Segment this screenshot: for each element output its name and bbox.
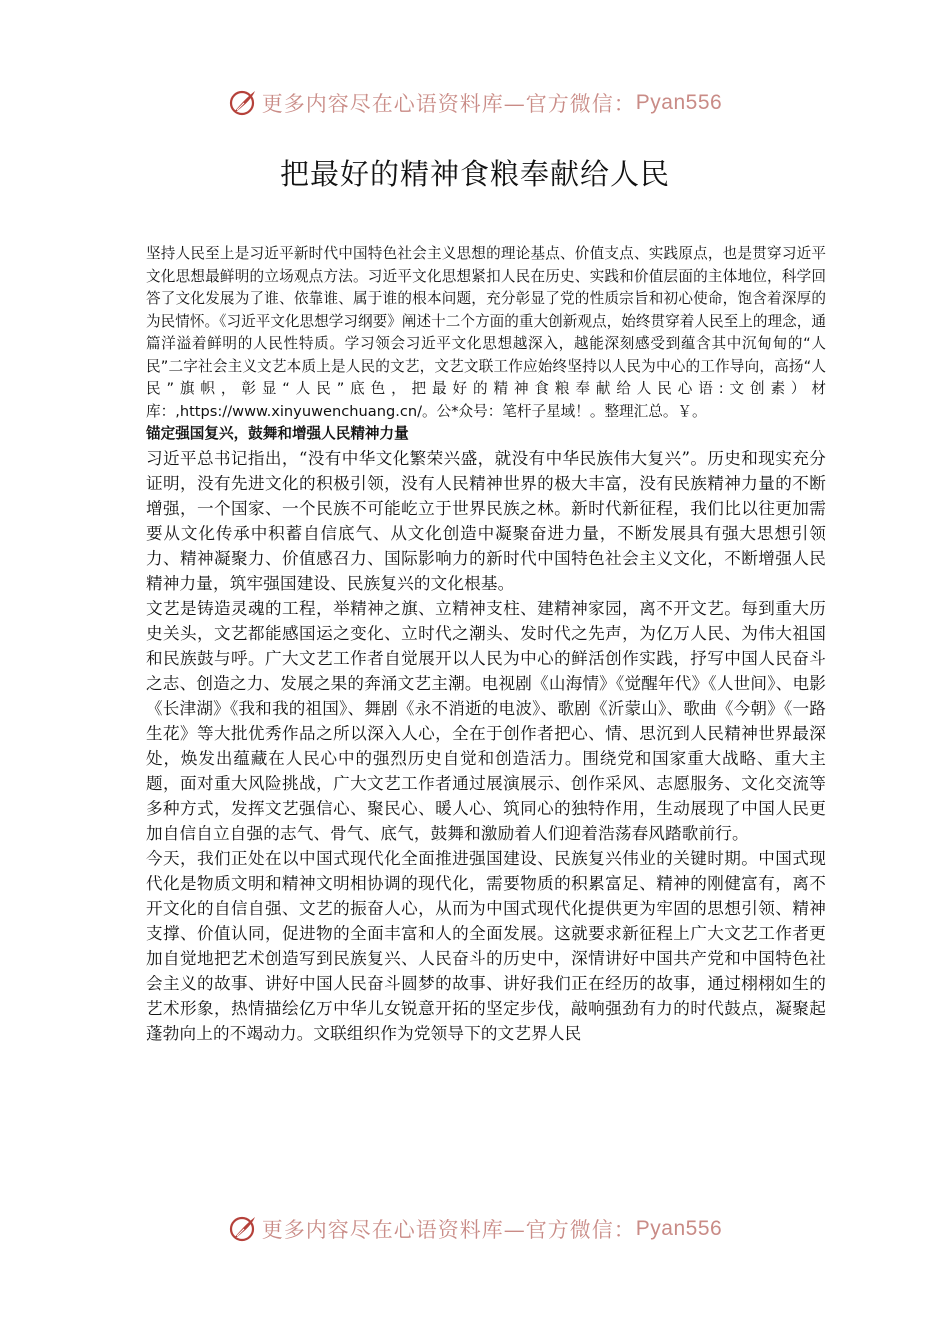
body-paragraph: 今天，我们正处在以中国式现代化全面推进强国建设、民族复兴伟业的关键时期。中国式现代化是物质文明和精神文明相协调的现代化，需要物质的积累富足、精神的刚健富有，离不开文化的自信自强、文艺的振奋人心，从而为中国式现代化提供更为牢固的思想引领、精神支撑、价值认同，促进物的全面丰富和人的全面发展。这就要求新征程上广大文艺工作者更加自觉地把艺术创造写到民族复兴、人民奋斗的历史中，深情讲好中国共产党和中国特色社会主义的故事、讲好中国人民奋斗圆梦的故事、讲好我们正在经历的故事，通过栩栩如生的艺术形象，热情描绘亿万中华儿女锐意开拓的坚定步伐，敲响强劲有力的时代鼓点，凝聚起蓬勃向上的不竭动力。文联组织作为党领导下的文艺界人民 — [146, 848, 826, 1043]
intro-paragraph: 坚持人民至上是习近平新时代中国特色社会主义思想的理论基点、价值支点、实践原点，也是贯穿习近平文化思想最鲜明的立场观点方法。习近平文化思想紧扣人民在历史、实践和价值层面的主体地位，科学回答了文化发展为了谁、依靠谁、属于谁的根本问题，充分彰显了党的性质宗旨和初心使命，饱含着深厚的为民情怀。《习近平文化思想学习纲要》阐述十二个方面的重大创新观点，始终贯穿着人民至上的理念，通篇洋溢着鲜明的人民性特质。学习领会习近平文化思想越深入，越能深刻感受到蕴含其中沉甸甸的“人民”二字社会主义文艺本质上是人民的文艺，文艺文联工作应始终坚持以人民为中心的工作导向，高扬“人民”旗帜，彰显“人民”底色，把最好的精神食粮奉献给人民心语:文创素）材库：,https://www.xinyuwenchuang.cn/。公*众号：笔杆子星域！。整理汇总。￥。 — [146, 245, 826, 420]
banner-wechat-id: Pyan556 — [635, 1217, 723, 1240]
quill-feather-logo-icon — [228, 88, 258, 118]
banner-wechat-id: Pyan556 — [635, 91, 723, 114]
section-heading: 锚定强国复兴，鼓舞和增强人民精神力量 — [146, 425, 409, 442]
footer-banner — [0, 1212, 950, 1246]
banner-text: 更多内容尽在心语资料库—官方微信： — [261, 1218, 636, 1242]
banner-text: 更多内容尽在心语资料库—官方微信： — [261, 92, 636, 116]
page-title: 把最好的精神食粮奉献给人民 — [279, 157, 670, 191]
article-body — [146, 243, 826, 1046]
body-paragraph: 文艺是铸造灵魂的工程，举精神之旗、立精神支柱、建精神家园，离不开文艺。每到重大历史关头，文艺都能感国运之变化、立时代之潮头、发时代之先声，为亿万人民、为伟大祖国和民族鼓与呼。广大文艺工作者自觉展开以人民为中心的鲜活创作实践，抒写中国人民奋斗之志、创造之力、发展之果的奔涌文艺主潮。电视剧《山海情》《觉醒年代》《人世间》、电影《长津湖》《我和我的祖国》、舞剧《永不消逝的电波》、歌剧《沂蒙山》、歌曲《今朝》《一路生花》等大批优秀作品之所以深入人心，全在于创作者把心、情、思沉到人民精神世界最深处，焕发出蕴藏在人民心中的强烈历史自觉和创造活力。围绕党和国家重大战略、重大主题，面对重大风险挑战，广大文艺工作者通过展演展示、创作采风、志愿服务、文化交流等多种方式，发挥文艺强信心、聚民心、暖人心、筑同心的独特作用，生动展现了中国人民更加自信自立自强的志气、骨气、底气，鼓舞和激励着人们迎着浩荡春风踏歌前行。 — [146, 598, 826, 843]
body-paragraph: 习近平总书记指出，“没有中华文化繁荣兴盛，就没有中华民族伟大复兴”。历史和现实充分证明，没有先进文化的积极引领，没有人民精神世界的极大丰富，没有民族精神力量的不断增强，一个国家、一个民族不可能屹立于世界民族之林。新时代新征程，我们比以往更加需要从文化传承中积蓄自信底气、从文化创造中凝聚奋进力量，不断发展具有强大思想引领力、精神凝聚力、价值感召力、国际影响力的新时代中国特色社会主义文化，不断增强人民精神力量，筑牢强国建设、民族复兴的文化根基。 — [146, 448, 826, 593]
quill-feather-logo-icon — [228, 1214, 258, 1244]
header-banner — [0, 86, 950, 120]
